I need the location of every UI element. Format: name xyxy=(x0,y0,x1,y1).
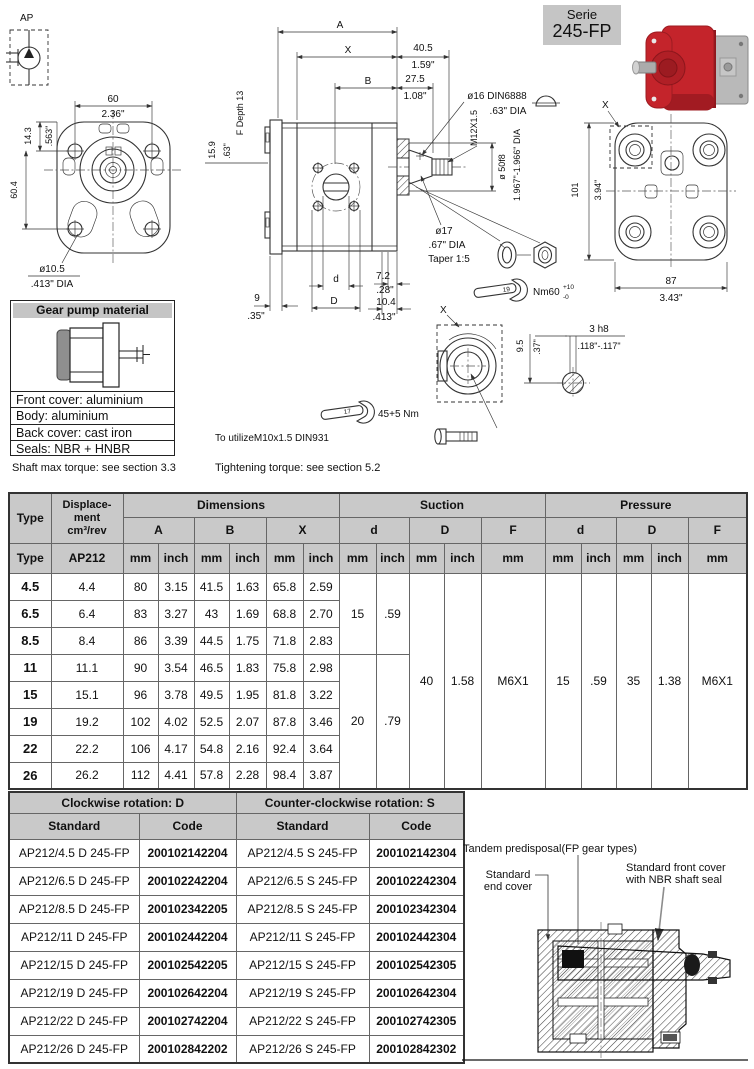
back-width-inch: 3.43" xyxy=(659,293,683,304)
cross-section-view xyxy=(458,838,754,1069)
note-tightening-torque: Tightening torque: see section 5.2 xyxy=(215,462,381,474)
dim-cell-B-mm: 43 xyxy=(194,600,229,627)
dim-cell-pressure-D-mm: 35 xyxy=(616,573,651,789)
col-header-displacement-line: cm³/rev xyxy=(67,524,107,537)
key-label: ø16 DIN6888 xyxy=(467,91,527,102)
dim-table-row xyxy=(9,573,747,600)
dim-cell-A-mm: 83 xyxy=(123,600,158,627)
dim-cell-displacement: 4.4 xyxy=(51,573,123,600)
col-header-displacement-line: ment xyxy=(73,511,101,524)
woodruff-key-icon xyxy=(532,96,560,106)
shaft-dia-label: ø17 xyxy=(435,226,453,237)
order-codes-table xyxy=(8,791,465,1064)
back-height-mm: 101 xyxy=(570,182,580,198)
dim-cell-X-inch: 3.64 xyxy=(303,735,339,762)
col-header-code-ccw: Code xyxy=(369,813,464,839)
dim-cell-A-inch: 3.54 xyxy=(158,654,194,681)
dim-cell-pressure-d-inch: .59 xyxy=(581,573,616,789)
pilot-dia-label: ø 50f8 xyxy=(497,154,507,180)
codes-table-row xyxy=(9,979,464,1007)
dim-cell-type: 26 xyxy=(9,762,51,789)
group-header-suction: Suction xyxy=(339,493,545,517)
dim-cell-A-mm: 86 xyxy=(123,627,158,654)
group-header-clockwise: Clockwise rotation: D xyxy=(9,792,236,813)
dimensions-table-body xyxy=(9,573,747,789)
dim-cell-displacement: 19.2 xyxy=(51,708,123,735)
dim-cell-A-inch: 4.02 xyxy=(158,708,194,735)
sub-header-B: B xyxy=(194,517,266,543)
sub-header-suction-d: d xyxy=(339,517,409,543)
dim-cell-X-mm: 68.8 xyxy=(266,600,303,627)
sub-header-pressure-F: F xyxy=(688,517,747,543)
front-hole-dia-inch: .413" DIA xyxy=(30,279,74,290)
codes-cell-ccw-code: 200102742305 xyxy=(369,1007,464,1035)
wrench-17-size: 17 xyxy=(343,408,352,416)
col-header-type2: Type xyxy=(9,543,51,573)
step1-mm: 7.2 xyxy=(376,271,390,282)
dim-cell-X-inch: 2.98 xyxy=(303,654,339,681)
group-header-dimensions: Dimensions xyxy=(123,493,339,517)
back-height-inch: 3.94" xyxy=(593,179,603,201)
dim-cell-B-mm: 54.8 xyxy=(194,735,229,762)
dim-cell-X-mm: 75.8 xyxy=(266,654,303,681)
dim-cell-type: 22 xyxy=(9,735,51,762)
codes-cell-ccw-standard: AP212/19 S 245-FP xyxy=(236,979,369,1007)
front-width-inch: 2.36" xyxy=(101,109,125,120)
dim-cell-X-mm: 65.8 xyxy=(266,573,303,600)
nut-torque-plus: +10 xyxy=(563,284,575,291)
key-height-label: 9.5 xyxy=(515,339,525,353)
group-header-pressure: Pressure xyxy=(545,493,747,517)
codes-cell-cw-standard: AP212/22 D 245-FP xyxy=(9,1007,139,1035)
col-header-ap212: AP212 xyxy=(51,543,123,573)
codes-cell-cw-standard: AP212/4.5 D 245-FP xyxy=(9,839,139,867)
dim-cell-B-mm: 49.5 xyxy=(194,681,229,708)
codes-cell-cw-code: 200102742204 xyxy=(139,1007,236,1035)
ap-symbol-label: AP xyxy=(20,13,34,24)
sub-header-suction-D: D xyxy=(409,517,481,543)
unit-header-mm: mm xyxy=(266,543,303,573)
key-width-inch-label: .118"-.117" xyxy=(577,341,621,351)
dim-cell-X-mm: 87.8 xyxy=(266,708,303,735)
end-cover-label-line1: Standard xyxy=(485,869,531,881)
nut-torque-minus: -0 xyxy=(563,294,569,301)
dim-cell-A-inch: 3.39 xyxy=(158,627,194,654)
dim-B-label: B xyxy=(364,76,372,87)
group-header-counter-clockwise: Counter-clockwise rotation: S xyxy=(236,792,464,813)
front-cover-label-line1: Standard front cover xyxy=(626,862,726,874)
shaft-dia-inch-label: .67" DIA xyxy=(428,240,466,251)
dim-cell-displacement: 8.4 xyxy=(51,627,123,654)
dim-cell-B-inch: 1.95 xyxy=(229,681,266,708)
dim-cell-suction-d-inch: .59 xyxy=(376,573,409,654)
front-width-mm: 60 xyxy=(107,94,119,105)
codes-cell-ccw-standard: AP212/8.5 S 245-FP xyxy=(236,895,369,923)
codes-cell-ccw-standard: AP212/4.5 S 245-FP xyxy=(236,839,369,867)
dim-cell-A-mm: 80 xyxy=(123,573,158,600)
unit-header-mm: mm xyxy=(688,543,747,573)
unit-header-inch: inch xyxy=(229,543,266,573)
dim-cell-type: 11 xyxy=(9,654,51,681)
dim-cell-type: 19 xyxy=(9,708,51,735)
dim-cell-suction-d-mm: 20 xyxy=(339,654,376,789)
back-view-drawing xyxy=(570,100,736,304)
dim-cell-X-inch: 2.83 xyxy=(303,627,339,654)
dim-cell-A-mm: 96 xyxy=(123,681,158,708)
unit-header-inch: inch xyxy=(303,543,339,573)
back-view-x-callout: X xyxy=(602,100,609,111)
dim-cell-A-inch: 3.78 xyxy=(158,681,194,708)
codes-cell-cw-code: 200102842202 xyxy=(139,1035,236,1063)
codes-cell-cw-standard: AP212/15 D 245-FP xyxy=(9,951,139,979)
dim-cell-B-inch: 1.63 xyxy=(229,573,266,600)
dim-cell-suction-d-mm: 15 xyxy=(339,573,376,654)
unit-header-mm: mm xyxy=(123,543,158,573)
dim-cell-type: 6.5 xyxy=(9,600,51,627)
dim-cell-X-mm: 92.4 xyxy=(266,735,303,762)
serie-number: 245-FP xyxy=(552,21,612,42)
unit-header-inch: inch xyxy=(581,543,616,573)
order-codes-table-body xyxy=(9,839,464,1063)
fastener-icons xyxy=(474,242,575,301)
front-cover-label-line2: with NBR shaft seal xyxy=(626,874,722,886)
dim-cell-pressure-d-mm: 15 xyxy=(545,573,581,789)
material-row-front-cover: Front cover: aluminium xyxy=(11,392,174,408)
front-offset-mm: 14.3 xyxy=(23,127,33,145)
port-depth-mm: 15.9 xyxy=(207,141,217,159)
material-row-body: Body: aluminium xyxy=(11,408,174,424)
flange-mm: 9 xyxy=(254,293,260,304)
material-row-seals: Seals: NBR + HNBR xyxy=(16,442,131,457)
codes-cell-ccw-standard: AP212/22 S 245-FP xyxy=(236,1007,369,1035)
col-header-standard-ccw: Standard xyxy=(236,813,369,839)
sub-header-X: X xyxy=(266,517,339,543)
dim-cell-X-inch: 3.87 xyxy=(303,762,339,789)
nut-torque: Nm60 xyxy=(533,287,560,298)
codes-cell-ccw-code: 200102842302 xyxy=(369,1035,464,1063)
dim-405-inch: 1.59" xyxy=(411,60,435,71)
codes-table-row xyxy=(9,923,464,951)
wrench-19-size: 19 xyxy=(502,286,511,294)
dim-cell-pressure-F: M6X1 xyxy=(688,573,747,789)
dim-cell-B-mm: 57.8 xyxy=(194,762,229,789)
dim-cell-suction-F: M6X1 xyxy=(481,573,545,789)
port-d-label: d xyxy=(333,274,339,285)
side-view-drawing xyxy=(205,20,560,323)
front-view-bolt-holes xyxy=(66,142,161,238)
dim-A-label: A xyxy=(336,20,344,31)
dim-cell-displacement: 15.1 xyxy=(51,681,123,708)
codes-cell-cw-code: 200102442204 xyxy=(139,923,236,951)
codes-cell-ccw-standard: AP212/15 S 245-FP xyxy=(236,951,369,979)
unit-header-inch: inch xyxy=(158,543,194,573)
washer-icon xyxy=(498,242,516,268)
dim-cell-X-inch: 3.46 xyxy=(303,708,339,735)
key-height-inch-label: .37" xyxy=(532,339,542,355)
dim-cell-X-mm: 71.8 xyxy=(266,627,303,654)
codes-cell-cw-code: 200102242204 xyxy=(139,867,236,895)
dim-cell-displacement: 26.2 xyxy=(51,762,123,789)
dim-cell-B-mm: 52.5 xyxy=(194,708,229,735)
dim-cell-displacement: 22.2 xyxy=(51,735,123,762)
dim-cell-A-mm: 112 xyxy=(123,762,158,789)
col-header-code-cw: Code xyxy=(139,813,236,839)
codes-cell-cw-code: 200102342205 xyxy=(139,895,236,923)
key-label-inch: .63" DIA xyxy=(489,106,527,117)
front-offset-inch: .563" xyxy=(44,125,54,147)
step2-inch: .413" xyxy=(372,312,396,323)
unit-header-inch: inch xyxy=(444,543,481,573)
dim-cell-type: 8.5 xyxy=(9,627,51,654)
thread-label: M12X1.5 xyxy=(469,109,479,147)
codes-cell-ccw-standard: AP212/11 S 245-FP xyxy=(236,923,369,951)
dim-cell-B-inch: 2.28 xyxy=(229,762,266,789)
dim-275-mm: 27.5 xyxy=(405,74,425,85)
tandem-label: Tandem predisposal(FP gear types) xyxy=(463,843,638,855)
dim-cell-displacement: 11.1 xyxy=(51,654,123,681)
dim-cell-type: 4.5 xyxy=(9,573,51,600)
dim-cell-B-mm: 44.5 xyxy=(194,627,229,654)
key-section-detail xyxy=(515,324,625,399)
pilot-dia-inch-label: 1.967"-1.966" DIA xyxy=(512,129,522,201)
dim-cell-pressure-D-inch: 1.38 xyxy=(651,573,688,789)
dim-cell-X-inch: 2.70 xyxy=(303,600,339,627)
material-box xyxy=(10,300,175,456)
col-header-standard-cw: Standard xyxy=(9,813,139,839)
bolt-icon xyxy=(435,429,477,444)
end-cover-label-line2: end cover xyxy=(483,881,533,893)
dim-cell-A-inch: 3.15 xyxy=(158,573,194,600)
serie-label: Serie xyxy=(566,7,598,22)
dim-cell-B-inch: 2.07 xyxy=(229,708,266,735)
dim-cell-B-mm: 46.5 xyxy=(194,654,229,681)
codes-table-row xyxy=(9,1035,464,1063)
dim-cell-suction-d-inch: .79 xyxy=(376,654,409,789)
sub-header-A: A xyxy=(123,517,194,543)
dim-cell-type: 15 xyxy=(9,681,51,708)
col-header-type: Type xyxy=(9,493,51,543)
dim-cell-X-inch: 3.22 xyxy=(303,681,339,708)
codes-cell-ccw-code: 200102542305 xyxy=(369,951,464,979)
dim-X-label: X xyxy=(344,45,352,56)
key-width-label: 3 h8 xyxy=(589,324,609,335)
dimensions-table xyxy=(8,492,748,790)
back-width-mm: 87 xyxy=(665,276,677,287)
codes-cell-cw-standard: AP212/11 D 245-FP xyxy=(9,923,139,951)
flange-inch: .35" xyxy=(247,311,265,322)
front-height-mm: 60.4 xyxy=(9,181,19,199)
dim-cell-X-inch: 2.59 xyxy=(303,573,339,600)
f-depth-label: F Depth 13 xyxy=(235,90,245,136)
sub-header-suction-F: F xyxy=(481,517,545,543)
codes-cell-ccw-code: 200102642304 xyxy=(369,979,464,1007)
port-depth-inch: .63" xyxy=(222,143,232,159)
pump-cross-section xyxy=(538,922,730,1058)
dim-cell-A-inch: 3.27 xyxy=(158,600,194,627)
unit-header-inch: inch xyxy=(376,543,409,573)
unit-header-mm: mm xyxy=(409,543,444,573)
dim-cell-displacement: 6.4 xyxy=(51,600,123,627)
dim-cell-A-inch: 4.17 xyxy=(158,735,194,762)
codes-cell-cw-standard: AP212/6.5 D 245-FP xyxy=(9,867,139,895)
wrench-19-icon xyxy=(474,279,528,301)
unit-header-inch: inch xyxy=(651,543,688,573)
front-view-drawing xyxy=(9,94,182,290)
unit-header-mm: mm xyxy=(194,543,229,573)
dim-cell-suction-D-mm: 40 xyxy=(409,573,444,789)
dim-cell-B-inch: 2.16 xyxy=(229,735,266,762)
serie-badge xyxy=(543,5,621,45)
unit-header-mm: mm xyxy=(545,543,581,573)
codes-cell-ccw-standard: AP212/26 S 245-FP xyxy=(236,1035,369,1063)
codes-table-row xyxy=(9,1007,464,1035)
codes-cell-cw-code: 200102142204 xyxy=(139,839,236,867)
dim-405-mm: 40.5 xyxy=(413,43,433,54)
sub-header-pressure-d: d xyxy=(545,517,616,543)
note-shaft-torque: Shaft max torque: see section 3.3 xyxy=(12,462,176,474)
dim-cell-X-mm: 98.4 xyxy=(266,762,303,789)
codes-cell-ccw-code: 200102342304 xyxy=(369,895,464,923)
shaft-taper-label: Taper 1:5 xyxy=(428,254,470,265)
codes-cell-cw-code: 200102542205 xyxy=(139,951,236,979)
port-D-label: D xyxy=(330,296,338,307)
codes-cell-ccw-code: 200102242304 xyxy=(369,867,464,895)
unit-header-mm: mm xyxy=(339,543,376,573)
dim-cell-A-inch: 4.41 xyxy=(158,762,194,789)
pump-photo xyxy=(633,26,749,110)
pump-schematic-icon xyxy=(11,320,174,392)
codes-cell-cw-standard: AP212/19 D 245-FP xyxy=(9,979,139,1007)
material-row-back-cover: Back cover: cast iron xyxy=(11,425,174,441)
ap-hydraulic-symbol xyxy=(6,13,48,85)
step2-mm: 10.4 xyxy=(376,297,396,308)
codes-cell-cw-standard: AP212/26 D 245-FP xyxy=(9,1035,139,1063)
dim-cell-A-mm: 90 xyxy=(123,654,158,681)
unit-header-mm: mm xyxy=(481,543,545,573)
dim-cell-X-mm: 81.8 xyxy=(266,681,303,708)
dim-cell-A-mm: 106 xyxy=(123,735,158,762)
col-header-displacement-line: Displace- xyxy=(62,499,112,512)
front-hole-dia: ø10.5 xyxy=(39,264,65,275)
material-box-title: Gear pump material xyxy=(13,303,172,318)
dim-cell-B-inch: 1.83 xyxy=(229,654,266,681)
codes-cell-ccw-code: 200102142304 xyxy=(369,839,464,867)
detail-x-callout: X xyxy=(440,305,447,316)
dim-cell-B-inch: 1.75 xyxy=(229,627,266,654)
unit-header-mm: mm xyxy=(616,543,651,573)
codes-table-row xyxy=(9,951,464,979)
detail-x-drawing xyxy=(215,305,625,444)
bolt-note: To utilizeM10x1.5 DIN931 xyxy=(215,433,329,444)
codes-table-row xyxy=(9,895,464,923)
codes-table-row xyxy=(9,839,464,867)
dim-275-inch: 1.08" xyxy=(403,91,427,102)
dim-cell-B-mm: 41.5 xyxy=(194,573,229,600)
step1-inch: .28" xyxy=(376,285,394,296)
detail-torque: 45+5 Nm xyxy=(378,409,419,420)
wrench-17-icon xyxy=(321,401,375,423)
codes-cell-cw-code: 200102642204 xyxy=(139,979,236,1007)
codes-table-row xyxy=(9,867,464,895)
dim-cell-B-inch: 1.69 xyxy=(229,600,266,627)
dim-cell-A-mm: 102 xyxy=(123,708,158,735)
codes-cell-ccw-standard: AP212/6.5 S 245-FP xyxy=(236,867,369,895)
col-header-displacement xyxy=(51,493,123,543)
codes-cell-cw-standard: AP212/8.5 D 245-FP xyxy=(9,895,139,923)
nut-icon xyxy=(534,242,556,268)
codes-cell-ccw-code: 200102442304 xyxy=(369,923,464,951)
sub-header-pressure-D: D xyxy=(616,517,688,543)
dim-cell-suction-D-inch: 1.58 xyxy=(444,573,481,789)
